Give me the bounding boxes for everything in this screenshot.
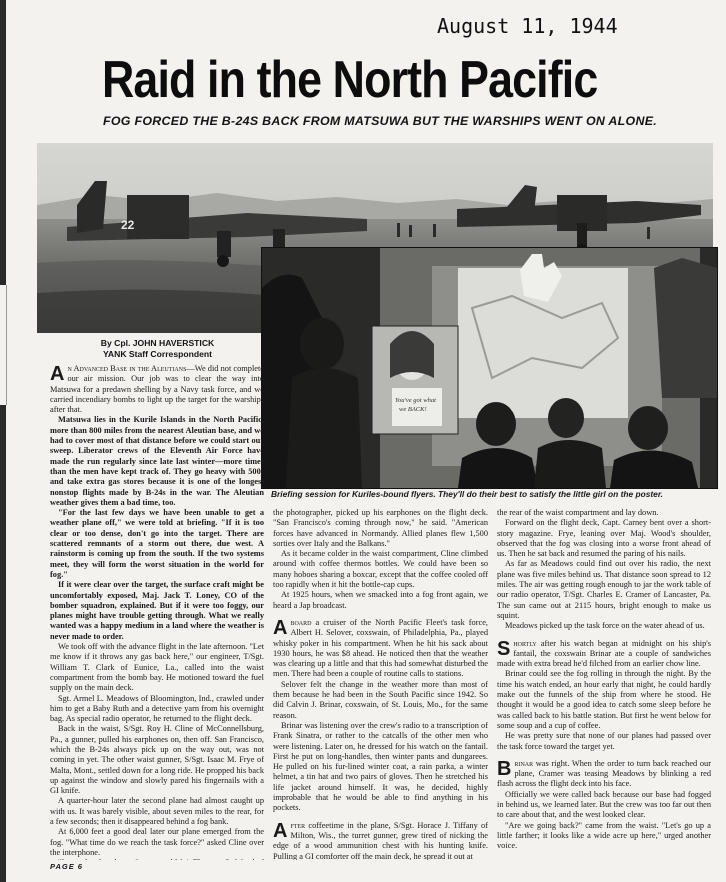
briefing-photo [261, 247, 718, 489]
paragraph: Forward on the flight deck, Capt. Carney bent over a short-story magazine. Frye, leaning over Maj. Wood's shoulder, observed that the fog was closing into a worse front ahead of us. Then he sat back and resumed the paring of his nails. [497, 518, 711, 559]
poster-line-1: You've got what [395, 397, 436, 404]
paragraph: Matsuwa lies in the Kurile Islands in the North Pacific, more than 800 miles from the nearest Aleutian base, and we had to cover most of that distance before we could start our sweep. Liberator crews of the Eleventh Air Force have made the run regularly since late last winter—more times than the men have kept track of. They go heavy with 500s and take extra gas stores because it is one of the longest nonstop flights made by B-24s in the war. The Aleutian weather gives them a bad time, too. [50, 415, 264, 507]
paragraph: the photographer, picked up his earphones on the flight deck. "San Francisco's coming through now," he said. "American forces have advanced in Normandy. Allied planes flew 1,500 sorties over Italy and the Balkans." [273, 508, 488, 548]
drop-cap: A [273, 616, 288, 639]
article-column-2: the photographer, picked up his earphones on the flight deck. "San Francisco's coming through now," he said. "American forces have advanced in Normandy. Allied planes flew 1,500 sorties over Italy and the Balkans." As it became colder in the waist compartment, Cline climbed around with coffee thermos bottles. We could have been so many hoboes sharing a boxcar, except that the coffee cooled off too rapidly when it hit the bottle-cap cups. At 1925 hours, when we smacked into a fog front again, we heard a Jap broadcast. Aboard a cruiser of the North Pacific Fleet's task force, Albert H. Selover, coxswain, of Philadelphia, Pa., played whisky poker in his compartment. When he hit his sack about 1930 hours, he was $8 ahead. He noticed then that the weather was clearing up a little and that this had somewhat disturbed the men. There had been a couple of routine calls to stations. Selover felt the change in the weather more than most of them because he had been in the South Pacific since 1942. So did Calvin J. Brinar, coxswain, of St. Louis, Mo., for the same reason. Brinar was listening over the crew's radio to a transcription of Frank Sinatra, or rather to the catcalls of the other men who were listening. Later on, he dressed for his watch on the fantail. First he put on long-handles, then winter pants and dungarees. He pulled on his fur-lined winter coat, a rain parka, a winter helmet, a tin hat and two pairs of gloves. Then he stretched his life jacket around himself. It was, he decided, highly improbable that he would be able to find anything in his pockets. After coffeetime in the plane, S/Sgt. Horace J. Tiffany of Milton, Wis., the turret gunner, grew tired of nicking the edge of a wood ammunition chest with his hunting knife. Pulling a GI comforter off the main deck, he spread it out at [273, 508, 488, 860]
paragraph: Back in the waist, S/Sgt. Roy H. Cline of McConnellsburg, Pa., a gunner, pulled his earphones on, then off. San Francisco, which the B-24s always pick up on the way out, was not coming in yet. The other waist gunner, S/Sgt. Isaac M. Frye of Malta, Mont., settled down for a long ride. He propped his back up against the window and slowly pared his fingernails with a GI knife. [50, 724, 264, 796]
paragraph: Officially we were called back because our base had fogged in behind us, we learned later. But the crew was too far out then to care about that, and the west looked clear. [497, 789, 711, 820]
paragraph: Meadows picked up the task force on the water ahead of us. [505, 621, 705, 631]
byline-author: By Cpl. JOHN HAVERSTICK [100, 338, 215, 348]
poster-line-2: we BACK! [399, 406, 427, 413]
paragraph: A quarter-hour later the second plane had almost caught up with us. It was barely visible, about seven miles to the rear, for a few seconds; then it disappeared behind a fog bank. [50, 796, 264, 827]
drop-cap: A [273, 819, 288, 842]
paragraph: "Are we going back?" came from the waist. "Let's go up a little farther; it looks like a wide acre up here," urged another voice. [497, 820, 711, 851]
byline-role: YANK Staff Correspondent [102, 349, 213, 359]
article-column-1: An Advanced Base in the Aleutians—We did not complete our air mission. Our job was to clear the way into Matsuwa for a predawn shelling by a Navy task force, and we carried incendiary bombs to light up the target for the warships after that. Matsuwa lies in the Kurile Islands in the North Pacific, more than 800 miles from the nearest Aleutian base, and we had to cover most of that distance before we could start our sweep. Liberator crews of the Eleventh Air Force have made the run regularly since late last winter—more times than the men have kept track of. They go heavy with 500s and take extra gas stores because it is one of the longest nonstop flights made by B-24s in the war. The Aleutian weather gives them a bad time, too. "For the last few days we have been unable to get a weather plane off," we were told at briefing. "If it is too clear or too dense, don't go into the target. There are scattered remnants of a storm out there, due west. A rainstorm is coming up from the south. If the two systems meet, they will form the worst situation in the world for fog." If it were clear over the target, the surface craft might be uncomfortably exposed, Maj. Jack T. Loney, CO of the bomber squadron, explained. But if it were too foggy, our planes might have trouble getting through. What we really wanted was a happy medium in a land where the weather is never made to order. We took off with the advance flight in the late afternoon. "Let me know if it throws any gas back here," our engineer, T/Sgt. William T. Clark of Eunice, La., called into the waist compartment from the bomb bay. He motioned toward the fuel supply on the main deck. Sgt. Armel L. Meadows of Bloomington, Ind., crawled under him to get a Baby Ruth and a detective yarn from his overnight bag. As special radio operator, he returned to the flight deck. Back in the waist, S/Sgt. Roy H. Cline of McConnellsburg, Pa., a gunner, pulled his earphones on, then off. San Francisco, which the B-24s always pick up on the way out, was not coming in yet. The other waist gunner, S/Sgt. Isaac M. Frye of Malta, Mont., settled down for a long ride. He propped his back up against the window and slowly pared his fingernails with a GI knife. A quarter-hour later the second plane had almost caught up with us. It was barely visible, about seven miles to the rear, for a few seconds; then it disappeared behind a fog bank. At 6,000 feet a good deal later our plane emerged from the fog. "What time do we reach the task force?" asked Cline over the interphone. [50, 364, 264, 860]
date-stamp: August 11, 1944 [437, 14, 618, 38]
paragraph: Brinar could see the fog rolling in through the night. By the time his watch ended, an hour early that night, he could hardly make out the funnels of the ship from where he stood. He thought it would be a good idea to catch some sleep before he was called back to his battle station. But first he went below for some soup and a cup of coffee. [497, 669, 711, 730]
paragraph: He was pretty sure that none of our planes had passed over the task force toward the target yet. [497, 731, 711, 751]
drop-cap: S [497, 637, 511, 660]
paragraph: At 1925 hours, when we smacked into a fog front again, we heard a Jap broadcast. [273, 590, 488, 610]
paragraph: "For the last few days we have been unable to get a weather plane off," we were told at briefing. "If it is too clear or too dense, don't go into the target. There are scattered remnants of a storm out there, due west. A rainstorm is coming up from the south. If the two systems meet, they will form the worst situation in the world for fog." [50, 508, 264, 579]
drop-cap: B [497, 757, 512, 780]
paragraph: Sgt. Armel L. Meadows of Bloomington, Ind., crawled under him to get a Baby Ruth and a detective yarn from his overnight bag. As special radio operator, he returned to the flight deck. [50, 693, 264, 724]
byline [50, 338, 265, 360]
drop-cap: A [50, 364, 65, 385]
subhead: FOG FORCED THE B-24S BACK FROM MATSUWA BUT THE WARSHIPS WENT ON ALONE. [103, 114, 658, 128]
paragraph: Brinar was listening over the crew's radio to a transcription of Frank Sinatra, or rather to the catcalls of the other men who were listening. Later on, he dressed for his watch on the fantail. First he put on long-handles, then winter pants and dungarees. He pulled on his fur-lined winter coat, a rain parka, a winter helmet, a tin hat and two pairs of gloves. Then he stretched his life jacket around himself. It was, he decided, highly improbable that he would be able to find anything in his pockets. [273, 720, 488, 813]
paragraph [50, 858, 264, 860]
paragraph: As it became colder in the waist compartment, Cline climbed around with coffee thermos bottles. We could have been so many hoboes sharing a boxcar, except that the coffee cooled off too rapidly when it hit the bottle-cap cups. [273, 549, 488, 590]
paragraph: We took off with the advance flight in the late afternoon. "Let me know if it throws any gas back here," our engineer, T/Sgt. William T. Clark of Eunice, La., called into the waist compartment from the bomb bay. He motioned toward the fuel supply on the main deck. [50, 642, 264, 693]
page-number: PAGE 6 [50, 862, 83, 871]
paragraph: the rear of the waist compartment and lay down. [497, 508, 659, 517]
article-column-3: the rear of the waist compartment and lay down. Forward on the flight deck, Capt. Carney bent over a short-story magazine. Frye, leaning over Maj. Wood's shoulder, observed that the fog was closing into a worse front ahead of us. Then he sat back and resumed the paring of his nails. As far as Meadows could find out over his radio, the next plane was five miles behind us. That distance soon spread to 12 miles. The air was getting rough enough to jar the work table of our radio operator, T/Sgt. Charles E. Cramer of Lancaster, Pa. The sun came out at 2115 hours, bright enough to make us squint. Meadows picked up the task force on the water ahead of us. Shortly after his watch began at midnight on his ship's fantail, the coxswain Brinar ate a couple of sandwiches made with extra bread he'd filched from an earlier chow line. Brinar could see the fog rolling in through the night. By the time his watch ended, an hour early that night, he could hardly make out the funnels of the ship from where he stood. He thought it would be a good idea to catch some sleep before he was called back to his battle station. But first he went below for some soup and a cup of coffee. He was pretty sure that none of our planes had passed over the task force toward the target yet. Brinar was right. When the order to turn back reached our plane, Cramer was teasing Meadows by blinking a red flash across the flight deck into his face. Officially we were called back because our base had fogged in behind us, we learned later. But the crew was too far out then to care about that, and the west looked clear. "Are we going back?" came from the waist. "Let's go up a little farther; it looks like a wide acre up here," urged another voice. [497, 508, 711, 851]
plane-number: 22 [121, 218, 135, 232]
headline: Raid in the North Pacific [102, 51, 598, 109]
left-edge-strip [0, 0, 6, 882]
paragraph: As far as Meadows could find out over his radio, the next plane was five miles behind us. That distance soon spread to 12 miles. The air was getting rough enough to jar the work table of our radio operator, T/Sgt. Charles E. Cramer of Lancaster, Pa. The sun came out at 2115 hours, bright enough to make us squint. [497, 559, 711, 620]
paragraph: At 6,000 feet a good deal later our plane emerged from the fog. "What time do we reach the task force?" asked Cline over the interphone. [50, 827, 264, 857]
paragraph: If it were clear over the target, the surface craft might be uncomfortably exposed, Maj. Jack T. Loney, CO of the bomber squadron, explained. But if it were too foggy, our planes might have trouble getting through. What we really wanted was a happy medium in a land where the weather is never made to order. [50, 580, 264, 641]
paragraph: Selover felt the change in the weather more than most of them because he had been in the South Pacific since 1942. So did Calvin J. Brinar, coxswain, of St. Louis, Mo., for the same reason. [273, 679, 488, 720]
photo-caption: Briefing session for Kuriles-bound flyers. They'll do their best to satisfy the little girl on the poster. [271, 489, 663, 499]
